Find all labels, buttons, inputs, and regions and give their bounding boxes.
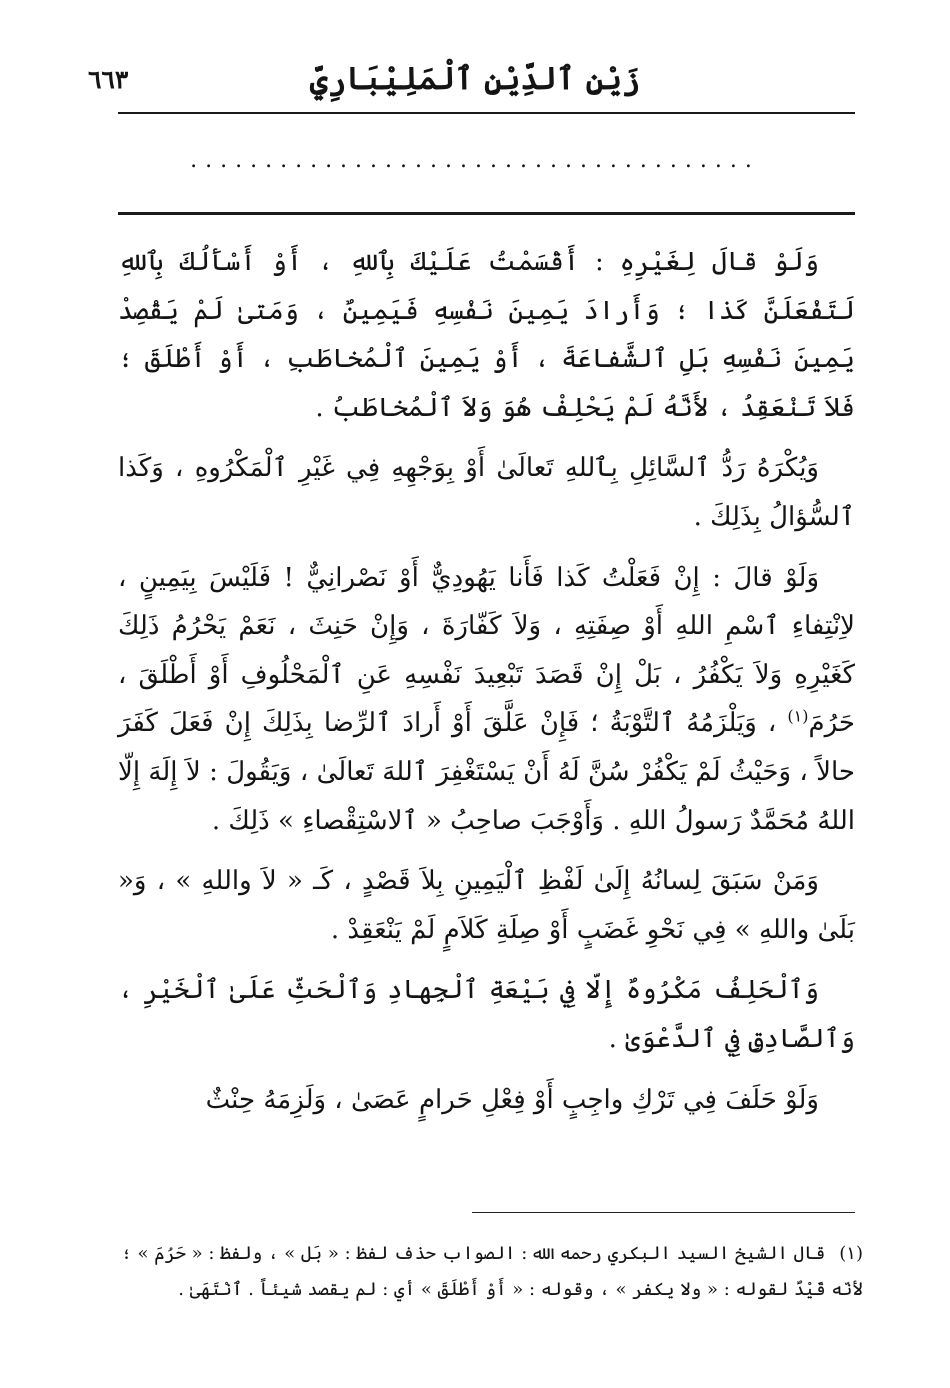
footnote-marker: (١) — [787, 706, 809, 726]
footnote-rule — [472, 1212, 855, 1213]
paragraph: وَلَوْ قالَ لِغَيْرِهِ : أَقْسَمْتُ عَلَيْكَ بِٱللهِ ، أَوْ أَسْأَلُكَ بِٱللهِ لَتَفْعَلَنَّ كَذا ؛ وَأَرادَ يَمِينَ نَفْسِهِ فَيَمِينٌ ، وَمَتىٰ لَمْ يَقْصِدْ يَمِينَ نَفْسِهِ بَلِ ٱلشَّفاعَةَ ، أَوْ يَمِينَ ٱلْمُخاطَبِ ، أَوْ أَطْلَقَ ؛ فَلاَ تَنْعَقِدُ ، لأَنَّهُ لَمْ يَحْلِفْ هُوَ وَلاَ ٱلْمُخاطَبُ . — [118, 247, 855, 423]
paragraph: وَلَوْ حَلَفَ فِي تَرْكِ واجِبٍ أَوْ فِعْلِ حَرامٍ عَصَىٰ ، وَلَزِمَهُ حِنْثٌ — [205, 1084, 819, 1115]
paragraph-text: ، وَيَلْزَمُهُ ٱلتَّوْبَةُ ؛ فَإِنْ عَلَّقَ أَوْ أَرادَ ٱلرِّضا بِذَلِكَ إِنْ فَعَلَ كَفَرَ حالاً ، وَحَيْثُ لَمْ يَكْفُرْ سُنَّ لَهُ أَنْ يَسْتَغْفِرَ ٱللهَ تَعالَىٰ ، وَيَقُولَ : لاَ إِلَهَ إِلّا اللهُ مُحَمَّدٌ رَسولُ اللهِ . وَأَوْجَبَ صاحِبُ « ٱلاسْتِقْصاءِ » ذَلِكَ . — [118, 708, 855, 836]
header-rule — [118, 112, 855, 114]
paragraph — [118, 554, 855, 846]
footnote-text: قال الشيخ السيد البكري رحمه الله : الصواب حذف لفظ : « بَل » ، ولفظ : « حَرُمَ » ؛ لأنّه قَيْدٌ لقوله : « ولا يكفر » ، وقوله : « أَوْ أَطْلَقَ » أي : لم يقصد شيئاً . ٱنْتَهَىٰ . — [121, 1243, 863, 1300]
footnote — [118, 1236, 863, 1308]
paragraph-text: وَلَوْ قالَ : إِنْ فَعَلْتُ كَذا فَأَنا يَهُودِيٌّ أَوْ نَصْرانِيٌّ ! فَلَيْسَ بِيَمِينٍ ، لاِنْتِفاءِ ٱسْمِ اللهِ أَوْ صِفَتِهِ ، وَلاَ كَفّارَةَ ، وَإِنْ حَنِثَ ، نَعَمْ يَحْرُمُ ذَلِكَ كَغَيْرِهِ وَلاَ يَكْفُرُ ، بَلْ إِنْ قَصَدَ تَبْعِيدَ نَفْسِهِ عَنِ ٱلْمَحْلُوفِ أَوْ أَطْلَقَ ، حَرُمَ — [118, 562, 855, 739]
main-text — [118, 238, 855, 1136]
paragraph: وَيُكْرَهُ رَدُّ ٱلسَّائِلِ بِٱللهِ تَعالَىٰ أَوْ بِوَجْهِهِ فِي غَيْرِ ٱلْمَكْرُوهِ ، وَكَذا ٱلسُّؤالُ بِذَلِكَ . — [118, 453, 855, 532]
paragraph: وَمَنْ سَبَقَ لِسانُهُ إِلَىٰ لَفْظِ ٱلْيَمِينِ بِلاَ قَصْدٍ ، كَـ « لاَ واللهِ » ، وَ« بَلَىٰ واللهِ » فِي نَحْوِ غَضَبٍ أَوْ صِلَةِ كَلاَمٍ لَمْ يَنْعَقِدْ . — [118, 866, 855, 945]
running-title: زَيْنِ ٱلدِّيْنِ ٱلْمَلِيْبَارِيِّ — [309, 61, 641, 97]
omission-dots: ...................................... — [190, 148, 760, 173]
paragraph: وَٱلْحَلِفُ مَكْرُوهٌ إِلّا فِي بَيْعَةِ ٱلْجِهادِ وَٱلْحَثِّ عَلَىٰ ٱلْخَيْرِ ، وَٱلصَّادِقِ فِي ٱلدَّعْوَىٰ . — [118, 975, 855, 1054]
section-rule — [118, 212, 855, 215]
page-number: ٦٦٣ — [88, 65, 129, 94]
footnote-number: (١) — [839, 1243, 863, 1264]
